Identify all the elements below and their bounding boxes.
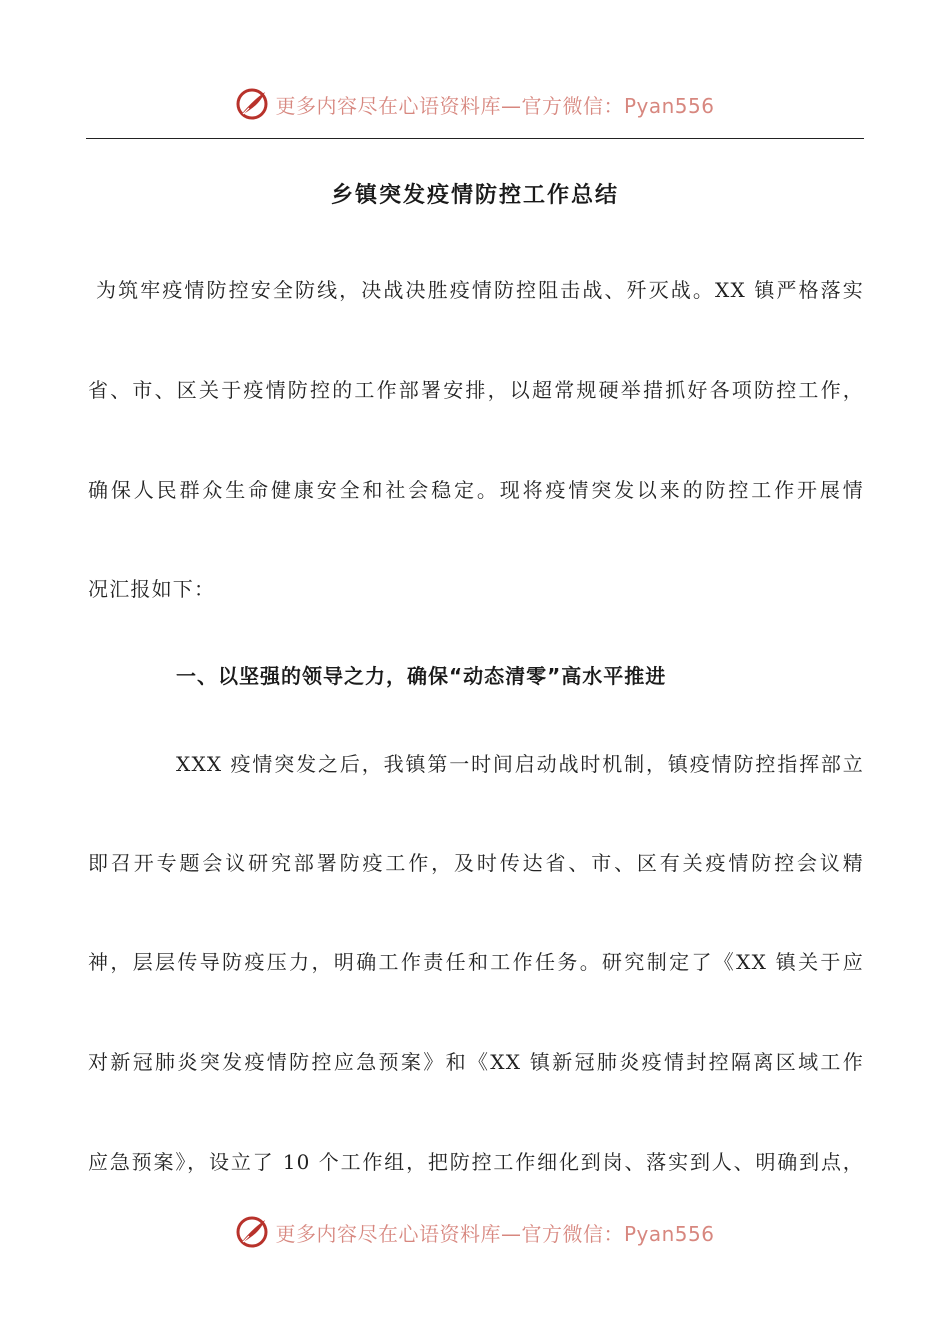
section-heading: 一、以坚强的领导之力，确保“动态清零”高水平推进 [176,664,667,688]
header-divider [86,138,864,139]
footer-banner-text: 更多内容尽在心语资料库—官方微信：Pyan556 [275,1221,715,1246]
section-line: 神，层层传导防疫压力，明确工作责任和工作任务。研究制定了《XX 镇关于应 [88,950,864,974]
section-line: 即召开专题会议研究部署防疫工作，及时传达省、市、区有关疫情防控会议精 [88,851,864,875]
section-line: 对新冠肺炎突发疫情防控应急预案》和《XX 镇新冠肺炎疫情封控隔离区域工作 [88,1050,864,1074]
intro-line: 为筑牢疫情防控安全防线，决战决胜疫情防控阻击战、歼灭战。XX 镇严格落实 [96,278,864,302]
header-banner-text: 更多内容尽在心语资料库—官方微信：Pyan556 [275,93,715,118]
intro-line: 确保人民群众生命健康安全和社会稳定。现将疫情突发以来的防控工作开展情 [88,478,864,502]
intro-line: 况汇报如下： [88,577,216,601]
section-line: XXX 疫情突发之后，我镇第一时间启动战时机制，镇疫情防控指挥部立 [176,752,864,776]
document-title: 乡镇突发疫情防控工作总结 [330,183,619,208]
quill-logo-icon [235,1215,269,1249]
section-line: 应急预案》，设立了 10 个工作组，把防控工作细化到岗、落实到人、明确到点， [88,1150,864,1174]
quill-logo-icon [235,87,269,121]
footer-banner [0,1212,950,1252]
intro-line: 省、市、区关于疫情防控的工作部署安排，以超常规硬举措抓好各项防控工作， [88,378,864,402]
header-banner [0,84,950,124]
